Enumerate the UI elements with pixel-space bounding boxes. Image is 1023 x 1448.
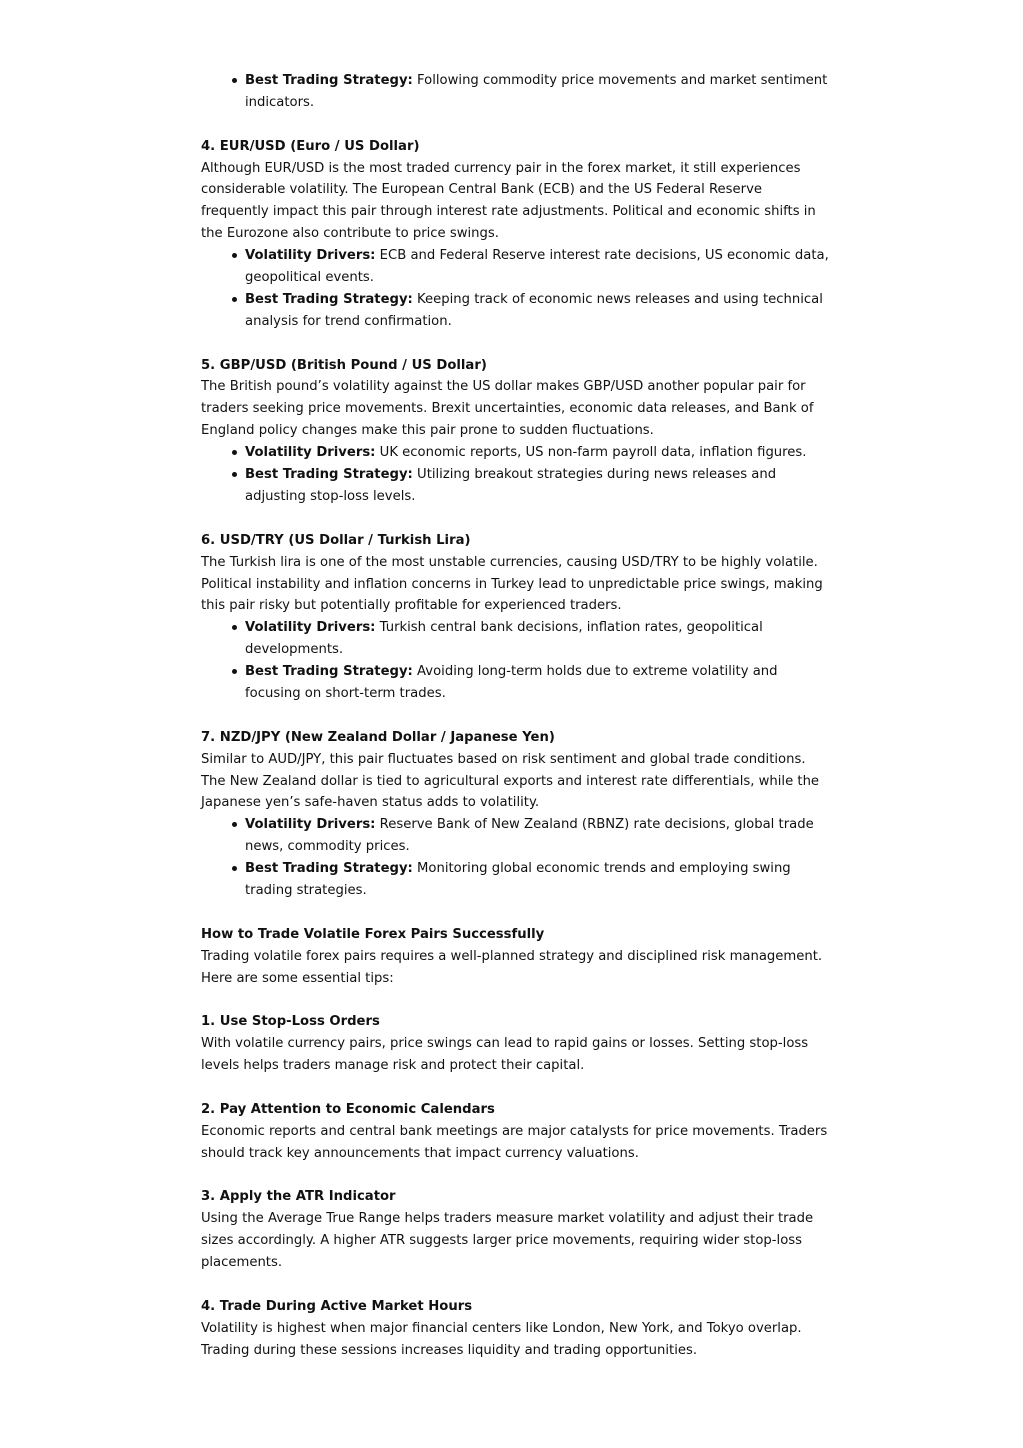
bullet-label: Best Trading Strategy: [245, 664, 413, 680]
list-item [245, 617, 831, 661]
bullet-text: Avoiding long-term holds due to extreme volatility and focusing on short-term trades. [245, 664, 778, 702]
section-body: The British pound’s volatility against the US dollar makes GBP/USD another popular pair for traders seeking price movements. Brexit uncertainties, economic data releases, and Bank of England policy changes make this pair prone to sudden fluctuations. [201, 379, 814, 439]
bullet-text: Keeping track of economic news releases and using technical analysis for trend confirmation. [245, 291, 823, 329]
list-item [245, 442, 831, 464]
list-item [245, 661, 831, 705]
bullet-text: ECB and Federal Reserve interest rate decisions, US economic data, geopolitical events. [245, 248, 829, 286]
bullet-label: Best Trading Strategy: [245, 861, 413, 877]
bullet-list [201, 70, 831, 114]
list-item [245, 814, 831, 858]
section-body: Volatility is highest when major financial centers like London, New York, and Tokyo overlap. Trading during these sessions increases liquidity and trading opportunities. [201, 1320, 802, 1358]
bullet-list [201, 814, 831, 902]
bullet-text: Monitoring global economic trends and employing swing trading strategies. [245, 861, 791, 899]
section-heading: 6. USD/TRY (US Dollar / Turkish Lira) [201, 532, 471, 548]
section-body: The Turkish lira is one of the most unstable currencies, causing USD/TRY to be highly volatile. Political instability and inflation concerns in Turkey lead to unpredictable price swings, making this pair risky but potentially profitable for experienced traders. [201, 554, 823, 614]
bullet-list [201, 442, 831, 508]
section-body: Although EUR/USD is the most traded currency pair in the forex market, it still experiences considerable volatility. The European Central Bank (ECB) and the US Federal Reserve frequently impact this pair through interest rate adjustments. Political and economic shifts in the Eurozone also contribute to price swings. [201, 160, 816, 242]
section-heading: 5. GBP/USD (British Pound / US Dollar) [201, 357, 487, 373]
bullet-text: UK economic reports, US non-farm payroll data, inflation figures. [375, 445, 807, 461]
document-page [201, 70, 831, 1361]
bullet-text: Reserve Bank of New Zealand (RBNZ) rate decisions, global trade news, commodity prices. [245, 817, 814, 855]
section-heading: 7. NZD/JPY (New Zealand Dollar / Japanese Yen) [201, 729, 555, 745]
bullet-list [201, 245, 831, 333]
section-body: Economic reports and central bank meetings are major catalysts for price movements. Traders should track key announcements that impact currency valuations. [201, 1123, 828, 1161]
bullet-label: Best Trading Strategy: [245, 467, 413, 483]
bullet-label: Volatility Drivers: [245, 817, 376, 833]
bullet-label: Best Trading Strategy: [245, 73, 413, 88]
list-item [245, 245, 831, 289]
list-item [245, 289, 831, 333]
list-item [245, 70, 831, 114]
list-item [245, 858, 831, 902]
bullet-text: Turkish central bank decisions, inflation rates, geopolitical developments. [245, 620, 763, 658]
section-heading: 3. Apply the ATR Indicator [201, 1189, 396, 1205]
section-body: With volatile currency pairs, price swings can lead to rapid gains or losses. Setting stop-loss levels helps traders manage risk and protect their capital. [201, 1036, 809, 1074]
section-body: Using the Average True Range helps traders measure market volatility and adjust their trade sizes accordingly. A higher ATR suggests larger price movements, requiring wider stop-loss placements. [201, 1211, 814, 1271]
bullet-text: Following commodity price movements and market sentiment indicators. [245, 73, 828, 110]
list-item [245, 464, 831, 508]
section-heading: 4. Trade During Active Market Hours [201, 1298, 473, 1314]
section-heading: 4. EUR/USD (Euro / US Dollar) [201, 138, 420, 154]
bullet-label: Volatility Drivers: [245, 620, 376, 636]
section-body: Similar to AUD/JPY, this pair fluctuates based on risk sentiment and global trade conditions. The New Zealand dollar is tied to agricultural exports and interest rate differentials, while the Japanese yen’s safe-haven status adds to volatility. [201, 751, 820, 811]
bullet-label: Best Trading Strategy: [245, 291, 413, 307]
bullet-text: Utilizing breakout strategies during news releases and adjusting stop-loss levels. [245, 467, 777, 504]
section-heading: 2. Pay Attention to Economic Calendars [201, 1101, 495, 1117]
section-heading: 1. Use Stop-Loss Orders [201, 1014, 380, 1030]
bullet-list [201, 617, 831, 705]
section-body: Trading volatile forex pairs requires a well-planned strategy and disciplined risk management. Here are some essential tips: [201, 948, 823, 986]
bullet-label: Volatility Drivers: [245, 248, 376, 264]
bullet-label: Volatility Drivers: [245, 445, 376, 461]
section-heading: How to Trade Volatile Forex Pairs Successfully [201, 926, 545, 942]
